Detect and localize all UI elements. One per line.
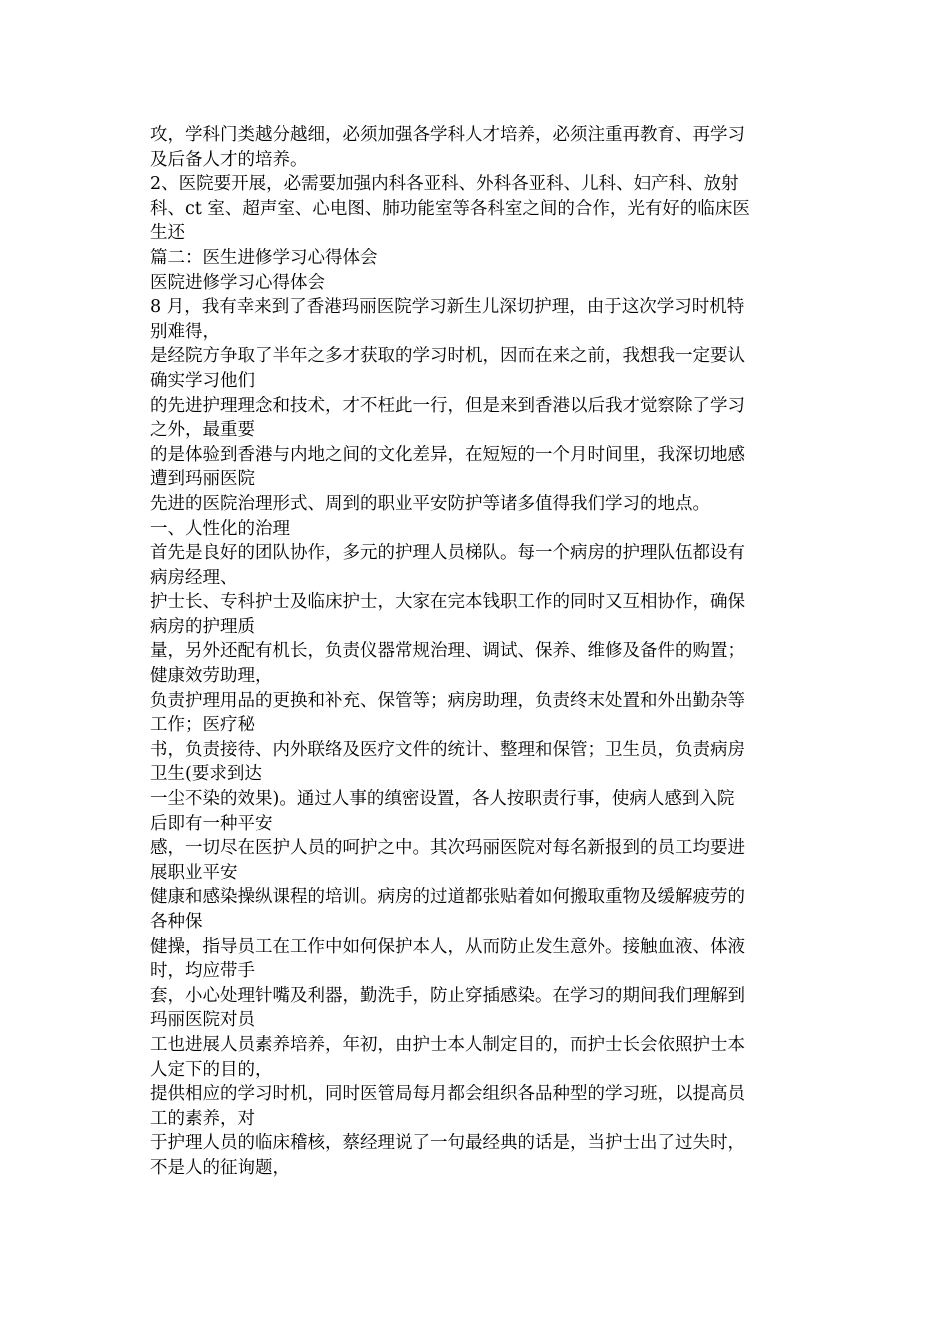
text-line: 时，均应带手 — [150, 961, 255, 982]
text-line: 工的素养，对 — [150, 1108, 255, 1129]
text-line: 感，一切尽在医护人员的呵护之中。其次玛丽医院对每名新报到的员工均要进 — [150, 838, 745, 859]
article-title: 医院进修学习心得体会 — [150, 272, 325, 293]
text-line: 健康和感染操纵课程的培训。病房的过道都张贴着如何搬取重物及缓解疲劳的 — [150, 887, 745, 908]
text-line: 之外，最重要 — [150, 420, 255, 441]
text-line: 及后备人才的培养。 — [150, 149, 308, 170]
text-line: 各种保 — [150, 912, 203, 932]
text-line: 套，小心处理针嘴及利器，勤洗手，防止穿插感染。在学习的期间我们理解到 — [150, 985, 745, 1006]
text-line: 病房经理、 — [150, 567, 238, 588]
text-line: 先进的医院治理形式、周到的职业平安防护等诸多值得我们学习的地点。 — [150, 493, 710, 514]
text-line: 的是体验到香港与内地之间的文化差异，在短短的一个月时间里，我深切地感 — [150, 444, 745, 465]
text-line: 的先进护理理念和技术，才不枉此一行，但是来到香港以后我才觉察除了学习 — [150, 395, 745, 416]
text-line: 工作；医疗秘 — [150, 715, 255, 736]
text-line: 是经院方争取了半年之多才获取的学习时机，因而在来之前，我想我一定要认 — [150, 346, 745, 367]
text-line: 人定下的目的， — [150, 1059, 273, 1080]
text-line: 科、ct 室、超声室、心电图、肺功能室等各科室之间的合作，光有好的临床医 — [150, 198, 750, 219]
text-line: 8 月，我有幸来到了香港玛丽医院学习新生儿深切护理，由于这次学习时机特 — [150, 297, 745, 318]
text-line: 2、医院要开展，必需要加强内科各亚科、外科各亚科、儿科、妇产科、放射 — [150, 174, 739, 195]
text-line: 后即有一种平安 — [150, 813, 273, 834]
text-line: 别难得， — [150, 321, 220, 342]
text-line: 于护理人员的临床稽核，蔡经理说了一句最经典的话是，当护士出了过失时， — [150, 1133, 745, 1154]
text-line: 攻，学科门类越分越细，必须加强各学科人才培养，必须注重再教育、再学习 — [150, 125, 745, 145]
text-line: 一尘不染的效果)。通过人事的缜密设置，各人按职责行事，使病人感到入院 — [150, 789, 735, 810]
document-body — [150, 123, 810, 1181]
text-line: 量，另外还配有机长，负责仪器常规治理、调试、保养、维修及备件的购置； — [150, 641, 745, 662]
subsection-heading: 一、人性化的治理 — [150, 518, 290, 539]
section-heading: 篇二：医生进修学习心得体会 — [150, 247, 378, 268]
text-line: 玛丽医院对员 — [150, 1010, 255, 1031]
text-line: 健操，指导员工在工作中如何保护本人，从而防止发生意外。接触血液、体液 — [150, 936, 745, 957]
text-line: 病房的护理质 — [150, 616, 255, 637]
text-line: 不是人的征询题， — [150, 1157, 290, 1178]
text-line: 展职业平安 — [150, 862, 238, 883]
text-line: 生还 — [150, 223, 185, 244]
text-line: 确实学习他们 — [150, 370, 255, 391]
text-line: 提供相应的学习时机，同时医管局每月都会组织各品种型的学习班，以提高员 — [150, 1084, 745, 1105]
text-line: 书，负责接待、内外联络及医疗文件的统计、整理和保管；卫生员，负责病房 — [150, 739, 745, 760]
text-line: 卫生(要求到达 — [150, 764, 262, 785]
text-line: 遭到玛丽医院 — [150, 469, 255, 490]
text-line: 首先是良好的团队协作，多元的护理人员梯队。每一个病房的护理队伍都设有 — [150, 543, 745, 564]
text-line: 工也进展人员素养培养，年初，由护士本人制定目的，而护士长会依照护士本 — [150, 1034, 745, 1055]
text-line: 护士长、专科护士及临床护士，大家在完本钱职工作的同时又互相协作，确保 — [150, 592, 745, 613]
text-line: 健康效劳助理， — [150, 666, 273, 687]
text-line: 负责护理用品的更换和补充、保管等；病房助理，负责终末处置和外出勤杂等 — [150, 690, 745, 711]
